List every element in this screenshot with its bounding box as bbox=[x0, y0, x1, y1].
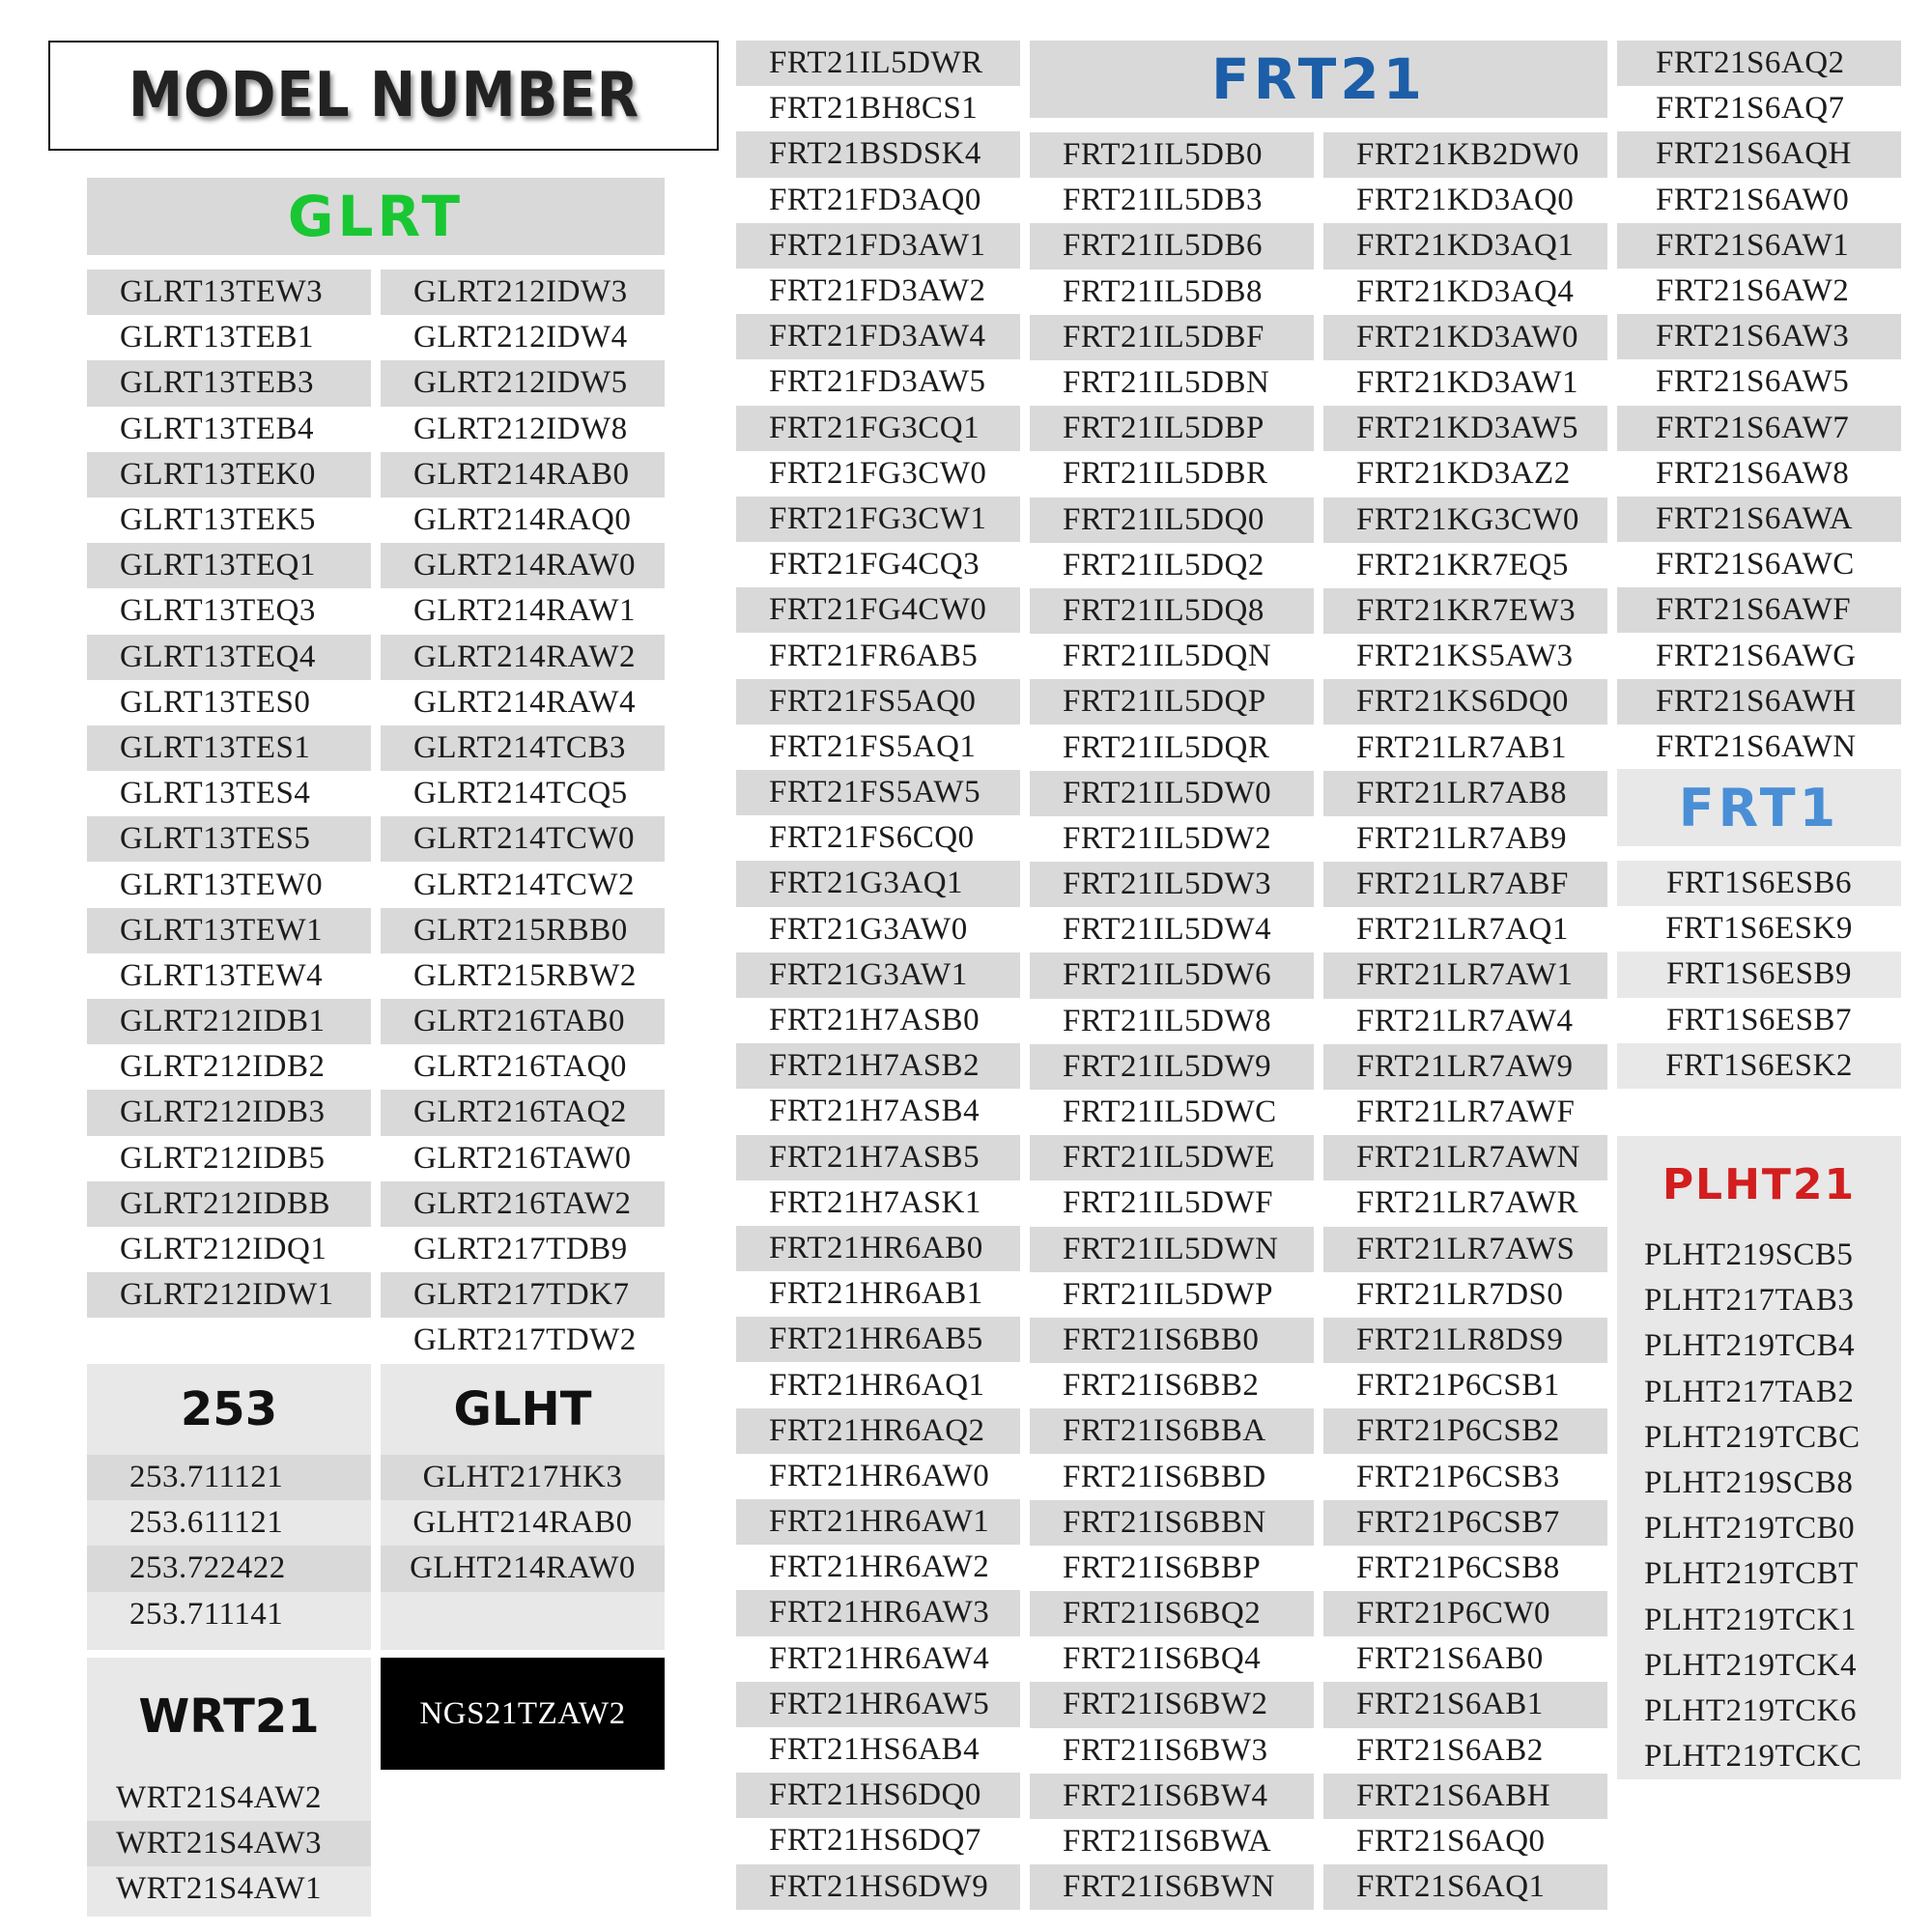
box-glht bbox=[381, 1364, 665, 1650]
model-number-item: GLRT214RAW1 bbox=[413, 593, 637, 629]
model-number-item: FRT21IL5DW2 bbox=[1063, 820, 1272, 856]
model-number-item: FRT21S6AW0 bbox=[1656, 182, 1850, 217]
model-number-item: FRT21S6AW5 bbox=[1656, 364, 1850, 400]
model-number-item: FRT21S6AWA bbox=[1617, 497, 1901, 542]
model-number-item: FRT1S6ESB9 bbox=[1617, 952, 1901, 997]
model-number-item: WRT21S4AW3 bbox=[87, 1821, 371, 1866]
model-number-item: GLHT214RAB0 bbox=[412, 1505, 633, 1541]
model-number-item: GLRT13TEQ1 bbox=[87, 543, 371, 588]
model-number-item: FRT21KD3AQ1 bbox=[1323, 223, 1607, 269]
model-number-item: GLRT212IDBB bbox=[87, 1181, 371, 1227]
model-number-item: FRT21S6AWH bbox=[1617, 679, 1901, 724]
model-number-item: PLHT219TCBC bbox=[1644, 1419, 1861, 1455]
model-number-item: FRT21S6AW1 bbox=[1617, 223, 1901, 269]
model-number-item: GLRT216TAQ0 bbox=[413, 1049, 627, 1085]
model-number-item: FRT21IL5DBP bbox=[1030, 406, 1314, 451]
frt1-heading: FRT1 bbox=[1678, 777, 1840, 838]
model-number-item: PLHT219TCB4 bbox=[1644, 1328, 1856, 1364]
model-number-item: GLRT13TES0 bbox=[120, 684, 311, 720]
model-number-item: FRT1S6ESK2 bbox=[1617, 1043, 1901, 1089]
model-number-item: FRT21FS6CQ0 bbox=[769, 820, 975, 856]
model-number-item: FRT21H7ASB5 bbox=[736, 1135, 1020, 1180]
model-number-item: PLHT219TCKC bbox=[1644, 1739, 1862, 1775]
model-number-item: FRT21LR7AB8 bbox=[1323, 771, 1607, 816]
page-title: MODEL NUMBER bbox=[128, 60, 639, 131]
model-number-item: FRT21S6AQ0 bbox=[1356, 1824, 1546, 1860]
model-number-item: FRT21IS6BBD bbox=[1063, 1459, 1266, 1494]
model-number-item: FRT21FD3AW2 bbox=[769, 273, 986, 309]
model-number-item: FRT21IL5DQ2 bbox=[1063, 547, 1264, 582]
model-number-item: FRT21IL5DWN bbox=[1030, 1227, 1314, 1272]
model-number-item: FRT21H7ASB0 bbox=[769, 1003, 980, 1038]
plht21-header bbox=[1617, 1136, 1901, 1233]
model-number-item: GLRT212IDW1 bbox=[87, 1272, 371, 1318]
frt21-heading: FRT21 bbox=[1211, 46, 1426, 112]
model-number-item: GLRT13TEK5 bbox=[120, 502, 316, 538]
model-number-item: FRT21KS6DQ0 bbox=[1323, 679, 1607, 724]
model-number-item: FRT21IS6BQ2 bbox=[1030, 1591, 1314, 1636]
model-number-item: FRT21LR7AWF bbox=[1356, 1094, 1576, 1130]
model-number-item: FRT21S6AQ1 bbox=[1323, 1864, 1607, 1910]
model-number-item: FRT21KR7EW3 bbox=[1323, 588, 1607, 634]
model-number-item: FRT21IL5DQN bbox=[1063, 639, 1272, 674]
model-number-item: GLRT212IDW5 bbox=[381, 360, 665, 406]
model-number-item: FRT21HR6AW0 bbox=[769, 1458, 990, 1493]
model-number-item: FRT21LR7AB1 bbox=[1356, 729, 1568, 765]
model-number-item: FRT21IL5DW9 bbox=[1030, 1044, 1314, 1090]
model-number-item: FRT1S6ESK9 bbox=[1617, 906, 1901, 952]
model-number-item: FRT21FD3AW5 bbox=[769, 364, 986, 400]
box-glht-heading: GLHT bbox=[453, 1382, 592, 1436]
model-number-item: FRT21LR7AQ1 bbox=[1356, 912, 1569, 948]
model-number-item: GLRT217TDK7 bbox=[381, 1272, 665, 1318]
glrt-column-2 bbox=[381, 270, 665, 1364]
model-number-item: FRT21S6AW8 bbox=[1656, 455, 1850, 491]
model-number-item: GLRT216TAQ2 bbox=[381, 1090, 665, 1135]
model-number-item: FRT21IL5DQ8 bbox=[1030, 588, 1314, 634]
model-number-item: FRT21KS5AW3 bbox=[1356, 639, 1574, 674]
model-number-item: FRT21FG3CW0 bbox=[769, 455, 987, 491]
model-number-item: FRT21LR7AWS bbox=[1323, 1227, 1607, 1272]
model-number-item: FRT21KD3AW1 bbox=[1356, 365, 1579, 401]
model-number-item: PLHT219TCK4 bbox=[1644, 1647, 1857, 1683]
model-number-item: GLRT216TAB0 bbox=[381, 999, 665, 1044]
model-number-item: GLRT216TAW0 bbox=[413, 1140, 632, 1176]
plht21-list bbox=[1617, 1233, 1901, 1779]
model-number-item: FRT21HR6AB0 bbox=[736, 1226, 1020, 1271]
model-number-item: FRT21HR6AW5 bbox=[736, 1682, 1020, 1727]
model-number-item: FRT21IL5DW3 bbox=[1030, 862, 1314, 907]
model-number-item: GLRT13TES5 bbox=[87, 816, 371, 862]
model-number-item: GLRT212IDW4 bbox=[413, 320, 628, 355]
model-number-item: FRT21G3AW0 bbox=[769, 911, 968, 947]
model-number-item: FRT21HR6AW3 bbox=[736, 1590, 1020, 1635]
model-number-item: FRT21LR8DS9 bbox=[1323, 1318, 1607, 1363]
model-number-item: GLRT214RAW4 bbox=[413, 684, 637, 720]
model-number-item: 253.611121 bbox=[129, 1505, 284, 1541]
model-number-item: FRT21IL5DBF bbox=[1030, 315, 1314, 360]
model-number-item: PLHT217TAB2 bbox=[1644, 1374, 1855, 1409]
model-number-item: FRT21HS6AB4 bbox=[769, 1732, 980, 1768]
model-number-item: FRT21G3AQ1 bbox=[736, 861, 1020, 906]
model-number-item: FRT21IS6BWA bbox=[1063, 1824, 1272, 1860]
model-number-item: FRT21S6AWG bbox=[1656, 638, 1857, 673]
model-number-item: FRT21BSDSK4 bbox=[736, 131, 1020, 177]
box-glht-list bbox=[381, 1455, 665, 1592]
glrt-heading: GLRT bbox=[287, 184, 465, 249]
model-number-item: FRT21IL5DW4 bbox=[1063, 912, 1272, 948]
model-number-item: PLHT219TCK1 bbox=[1644, 1602, 1857, 1637]
model-number-item: GLRT212IDQ1 bbox=[120, 1232, 327, 1267]
model-number-item: WRT21S4AW1 bbox=[116, 1871, 323, 1907]
plht21-heading: PLHT21 bbox=[1662, 1159, 1857, 1209]
model-number-item: FRT21FD3AQ0 bbox=[769, 182, 981, 217]
model-number-item: PLHT219TCK6 bbox=[1644, 1692, 1857, 1728]
model-number-item: FRT21KG3CW0 bbox=[1323, 497, 1607, 543]
model-number-item: FRT21KD3AQ4 bbox=[1356, 273, 1575, 309]
model-number-item: FRT21KD3AW5 bbox=[1323, 406, 1607, 451]
model-number-item: FRT21S6AQ2 bbox=[1617, 41, 1901, 86]
model-number-item: FRT21P6CSB8 bbox=[1356, 1549, 1560, 1585]
model-number-item: FRT1S6ESB7 bbox=[1617, 998, 1901, 1043]
model-number-item: FRT21LR7AWN bbox=[1323, 1135, 1607, 1180]
model-number-item: GLRT212IDB5 bbox=[120, 1140, 326, 1176]
ngs-box bbox=[381, 1658, 665, 1770]
frt21-header bbox=[1030, 41, 1607, 118]
model-number-item: FRT21IS6BW4 bbox=[1030, 1774, 1314, 1819]
model-number-item: FRT21IL5DBN bbox=[1063, 365, 1270, 401]
model-number-item: FRT21LR7DS0 bbox=[1356, 1276, 1564, 1312]
model-number-item: 253.722422 bbox=[87, 1546, 371, 1591]
model-number-item: FRT21KD3AW0 bbox=[1323, 315, 1607, 360]
model-number-item: FRT21IL5DWP bbox=[1063, 1276, 1274, 1312]
model-number-item: GLRT212IDW3 bbox=[381, 270, 665, 315]
box-wrt21 bbox=[87, 1658, 371, 1917]
model-number-item: FRT21IS6BW3 bbox=[1063, 1732, 1268, 1768]
box-wrt21-list bbox=[87, 1776, 371, 1913]
model-number-item: FRT21S6AW2 bbox=[1656, 273, 1850, 309]
model-number-item: FRT21IL5DWC bbox=[1063, 1094, 1277, 1130]
model-number-item: FRT21H7ASB2 bbox=[736, 1043, 1020, 1089]
model-number-item: FRT21IS6BB2 bbox=[1063, 1368, 1260, 1404]
model-number-item: FRT21S6AB1 bbox=[1323, 1682, 1607, 1727]
model-number-item: FRT21S6AB2 bbox=[1356, 1732, 1544, 1768]
model-number-item: FRT21LR7AWR bbox=[1356, 1185, 1579, 1221]
model-number-item: FRT21LR7ABF bbox=[1323, 862, 1607, 907]
model-number-item: PLHT219TCBT bbox=[1644, 1556, 1859, 1592]
model-number-item: FRT21IL5DBR bbox=[1063, 456, 1268, 492]
model-number-item: FRT21FS5AQ1 bbox=[769, 728, 977, 764]
model-number-item: FRT21IS6BBA bbox=[1030, 1408, 1314, 1454]
model-number-item: FRT21S6AB0 bbox=[1356, 1641, 1544, 1677]
model-number-item: FRT21IL5DW8 bbox=[1063, 1003, 1272, 1038]
model-number-item: GLRT214RAW0 bbox=[381, 543, 665, 588]
model-number-item: GLHT214RAW0 bbox=[381, 1546, 665, 1591]
model-number-item: FRT21KB2DW0 bbox=[1323, 132, 1607, 178]
model-number-item: FRT21IL5DB3 bbox=[1063, 183, 1264, 218]
model-number-item: FRT21FS5AQ0 bbox=[736, 679, 1020, 724]
model-number-item: FRT21HR6AB5 bbox=[736, 1317, 1020, 1362]
model-number-item: FRT21HR6AQ2 bbox=[736, 1408, 1020, 1454]
model-number-item: GLRT212IDB3 bbox=[87, 1090, 371, 1135]
box-wrt21-header bbox=[87, 1658, 371, 1776]
model-number-item: GLRT13TEB1 bbox=[120, 320, 315, 355]
model-number-item: GLRT13TEK0 bbox=[87, 452, 371, 497]
model-number-item: FRT21HR6AQ1 bbox=[769, 1367, 985, 1403]
model-number-item: FRT21HR6AW2 bbox=[769, 1549, 990, 1585]
model-number-item: FRT21P6CSB7 bbox=[1323, 1500, 1607, 1546]
box-253-header bbox=[87, 1364, 371, 1455]
model-number-item: PLHT219SCB5 bbox=[1644, 1237, 1854, 1273]
model-number-item: GLRT214TCQ5 bbox=[413, 776, 628, 811]
model-number-item: FRT21H7ASB4 bbox=[769, 1094, 980, 1129]
model-number-item: FRT21IS6BBN bbox=[1030, 1500, 1314, 1546]
model-number-item: FRT21IS6BBP bbox=[1063, 1549, 1262, 1585]
box-253-list bbox=[87, 1455, 371, 1637]
model-number-item: FRT21P6CSB1 bbox=[1356, 1368, 1560, 1404]
model-number-item: GLRT216TAW2 bbox=[381, 1181, 665, 1227]
model-number-item: PLHT217TAB3 bbox=[1644, 1283, 1855, 1319]
box-253-heading: 253 bbox=[180, 1382, 278, 1436]
model-number-item: FRT21G3AW1 bbox=[736, 952, 1020, 998]
title-box bbox=[48, 41, 719, 151]
frt21-column-4 bbox=[1617, 41, 1901, 770]
model-number-item: PLHT219TCB0 bbox=[1644, 1511, 1856, 1547]
model-number-item: GLRT13TEW4 bbox=[120, 957, 324, 993]
model-number-item: FRT21HR6AB1 bbox=[769, 1276, 983, 1312]
frt21-column-3 bbox=[1323, 132, 1607, 1910]
model-number-item: 253.711141 bbox=[129, 1596, 284, 1632]
model-number-item: FRT21KD3AZ2 bbox=[1356, 456, 1571, 492]
model-number-item: GLRT13TEB4 bbox=[120, 411, 315, 446]
model-number-item: FRT21IL5DB6 bbox=[1030, 223, 1314, 269]
model-number-item: FRT21LR7AW1 bbox=[1323, 952, 1607, 998]
model-number-item: FRT21IS6BB0 bbox=[1030, 1318, 1314, 1363]
model-number-item: FRT21IS6BW2 bbox=[1030, 1682, 1314, 1727]
model-number-item: FRT21IS6BQ4 bbox=[1063, 1641, 1262, 1677]
model-number-item: FRT21P6CSB3 bbox=[1356, 1459, 1560, 1494]
model-number-item: FRT21FG3CW1 bbox=[736, 497, 1020, 542]
model-number-item: GLRT217TDW2 bbox=[413, 1322, 637, 1358]
model-number-item: FRT21IL5DQ0 bbox=[1030, 497, 1314, 543]
model-number-item: PLHT219SCB8 bbox=[1644, 1465, 1854, 1501]
model-number-item: FRT21IL5DB8 bbox=[1063, 273, 1264, 309]
model-number-item: GLRT214TCB3 bbox=[381, 725, 665, 771]
model-number-item: FRT21FG3CQ1 bbox=[736, 406, 1020, 451]
model-number-item: GLRT214RAW2 bbox=[381, 635, 665, 680]
model-number-item: FRT21IS6BWN bbox=[1030, 1864, 1314, 1910]
model-number-item: FRT21LR7AW9 bbox=[1323, 1044, 1607, 1090]
glrt-column-1 bbox=[87, 270, 371, 1318]
frt1-header bbox=[1617, 769, 1901, 846]
model-number-item: FRT21IL5DWE bbox=[1030, 1135, 1314, 1180]
model-number-item: GLRT13TEW0 bbox=[120, 867, 324, 902]
model-number-item: FRT21S6AWN bbox=[1656, 728, 1857, 764]
model-number-item: FRT21KR7EQ5 bbox=[1356, 547, 1569, 582]
model-number-item: FRT21IL5DQR bbox=[1063, 729, 1270, 765]
model-number-item: FRT21S6AW3 bbox=[1617, 314, 1901, 359]
model-number-item: FRT21LR7AB9 bbox=[1356, 820, 1568, 856]
model-number-item: GLRT13TEQ3 bbox=[120, 593, 316, 629]
model-number-item: FRT21S6AWC bbox=[1656, 547, 1855, 582]
model-number-item: FRT21HS6DQ0 bbox=[736, 1773, 1020, 1818]
model-number-item: FRT1S6ESB6 bbox=[1617, 861, 1901, 906]
model-number-item: GLRT215RBW2 bbox=[413, 957, 637, 993]
model-number-item: FRT21S6AQ7 bbox=[1656, 91, 1845, 127]
model-number-item: FRT21KD3AQ0 bbox=[1356, 183, 1575, 218]
model-number-item: FRT21FD3AW1 bbox=[736, 223, 1020, 269]
model-number-item: GLRT212IDW8 bbox=[413, 411, 628, 446]
model-number-item: FRT21HR6AW1 bbox=[736, 1499, 1020, 1545]
model-number-item: FRT21S6ABH bbox=[1323, 1774, 1607, 1819]
model-number-item: GLRT212IDB2 bbox=[120, 1049, 326, 1085]
model-number-item: FRT21FR6AB5 bbox=[769, 638, 979, 673]
model-number-item: 253.711121 bbox=[87, 1455, 371, 1500]
model-number-item: GLRT217TDB9 bbox=[413, 1232, 628, 1267]
model-number-item: FRT21P6CSB2 bbox=[1323, 1408, 1607, 1454]
box-glht-header bbox=[381, 1364, 665, 1455]
box-253 bbox=[87, 1364, 371, 1650]
frt21-column-1 bbox=[736, 41, 1020, 1910]
model-number-item: GLRT214RAQ0 bbox=[413, 502, 632, 538]
model-number-item: GLRT13TEW3 bbox=[87, 270, 371, 315]
ngs-label: NGS21TZAW2 bbox=[419, 1695, 626, 1731]
model-number-item: GLRT13TEQ4 bbox=[87, 635, 371, 680]
model-number-item: FRT21FG4CW0 bbox=[736, 587, 1020, 633]
model-number-item: FRT21HS6DW9 bbox=[736, 1864, 1020, 1910]
model-number-item: GLRT13TEB3 bbox=[87, 360, 371, 406]
model-number-item: FRT21H7ASK1 bbox=[769, 1184, 981, 1220]
model-number-item: FRT21BH8CS1 bbox=[769, 91, 979, 127]
model-number-item: FRT21FG4CQ3 bbox=[769, 547, 980, 582]
model-number-item: FRT21S6AWF bbox=[1617, 587, 1901, 633]
model-number-item: GLRT13TES4 bbox=[120, 776, 311, 811]
model-number-item: GLRT13TEW1 bbox=[87, 908, 371, 953]
model-number-item: FRT21HS6DQ7 bbox=[769, 1823, 981, 1859]
model-number-item: GLRT215RBB0 bbox=[381, 908, 665, 953]
model-number-item: FRT21LR7AW4 bbox=[1356, 1003, 1574, 1038]
model-number-item: FRT21IL5DWF bbox=[1063, 1185, 1274, 1221]
model-number-item: GLRT13TES1 bbox=[87, 725, 371, 771]
model-number-item: FRT21IL5DB0 bbox=[1030, 132, 1314, 178]
model-number-item: FRT21HR6AW4 bbox=[769, 1640, 990, 1676]
model-number-item: GLRT214TCW0 bbox=[381, 816, 665, 862]
model-number-item: GLRT214RAB0 bbox=[381, 452, 665, 497]
model-number-item: WRT21S4AW2 bbox=[116, 1780, 323, 1816]
model-number-item: GLRT212IDB1 bbox=[87, 999, 371, 1044]
model-number-item: FRT21FS5AW5 bbox=[736, 770, 1020, 815]
frt1-list bbox=[1617, 861, 1901, 1089]
model-number-item: GLHT217HK3 bbox=[381, 1455, 665, 1500]
model-number-item: FRT21S6AW7 bbox=[1617, 406, 1901, 451]
model-number-item: FRT21P6CW0 bbox=[1323, 1591, 1607, 1636]
glrt-header bbox=[87, 178, 665, 255]
model-number-item: GLRT214TCW2 bbox=[413, 867, 635, 902]
box-wrt21-heading: WRT21 bbox=[138, 1690, 320, 1744]
frt21-column-2 bbox=[1030, 132, 1314, 1910]
model-number-item: FRT21IL5DWR bbox=[736, 41, 1020, 86]
model-number-item: FRT21IL5DW0 bbox=[1030, 771, 1314, 816]
model-number-item: FRT21IL5DQP bbox=[1030, 679, 1314, 724]
model-number-item: FRT21FD3AW4 bbox=[736, 314, 1020, 359]
model-number-item: FRT21S6AQH bbox=[1617, 131, 1901, 177]
model-number-item: FRT21IL5DW6 bbox=[1030, 952, 1314, 998]
